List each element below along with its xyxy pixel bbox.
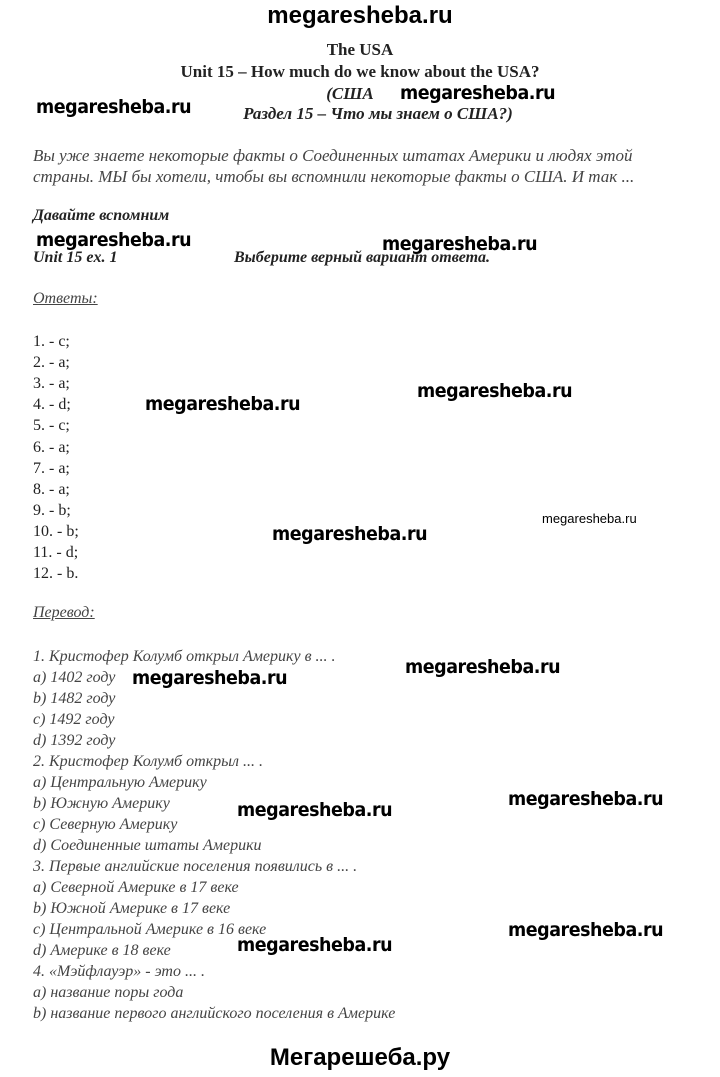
section-heading: Давайте вспомним <box>33 207 170 224</box>
answer-item: 6. - a; <box>33 438 70 456</box>
translation-line: d) Америке в 18 веке <box>33 942 171 959</box>
translation-line: 3. Первые английские поселения появились в ... . <box>33 858 358 875</box>
watermark: megaresheba.ru <box>132 667 288 689</box>
exercise-task: Выберите верный вариант ответа. <box>234 249 491 266</box>
watermark: megaresheba.ru <box>400 82 556 104</box>
answer-item: 5. - c; <box>33 417 70 435</box>
translation-line: a) название поры года <box>33 984 184 1001</box>
translation-title-line2: Раздел 15 – Что мы знаем о США?) <box>243 104 513 123</box>
translation-title-line1: (США <box>326 84 374 103</box>
translation-line: b) 1482 году <box>33 690 116 707</box>
watermark: megaresheba.ru <box>272 523 428 545</box>
answer-item: 3. - a; <box>33 375 70 393</box>
answers-heading: Ответы: <box>33 290 98 307</box>
watermark: megaresheba.ru <box>382 233 538 255</box>
watermark: megaresheba.ru <box>405 656 561 678</box>
answer-item: 7. - a; <box>33 459 70 477</box>
translation-line: b) Южной Америке в 17 веке <box>33 900 231 917</box>
answer-item: 11. - d; <box>33 544 79 561</box>
translation-heading: Перевод: <box>33 604 95 621</box>
watermark: megaresheba.ru <box>508 919 664 941</box>
watermark: megaresheba.ru <box>36 96 192 118</box>
answer-item: 4. - d; <box>33 396 71 414</box>
footer-site-name[interactable]: Мегарешеба.ру <box>269 1044 451 1071</box>
site-header[interactable]: megaresheba.ru <box>267 2 453 29</box>
translation-line: c) 1492 году <box>33 711 115 728</box>
translation-line: a) Северной Америке в 17 веке <box>33 879 239 896</box>
translation-line: c) Северную Америку <box>33 816 178 833</box>
answer-item: 1. - c; <box>33 333 70 350</box>
translation-line: 4. «Мэйфлауэр» - это ... . <box>33 963 205 980</box>
answer-item: 2. - a; <box>33 354 70 372</box>
intro-line: Вы уже знаете некоторые факты о Соединенных штатах Америки и людях этой <box>33 146 633 165</box>
watermark: megaresheba.ru <box>508 788 664 810</box>
watermark: megaresheba.ru <box>237 799 393 821</box>
watermark: megaresheba.ru <box>36 229 192 251</box>
watermark: megaresheba.ru <box>237 934 393 956</box>
translation-line: d) Соединенные штаты Америки <box>33 837 262 854</box>
watermark: megaresheba.ru <box>145 393 301 415</box>
answer-item: 8. - a; <box>33 480 70 498</box>
translation-line: d) 1392 году <box>33 732 116 749</box>
translation-line: a) 1402 году <box>33 669 116 686</box>
watermark: megaresheba.ru <box>417 380 573 402</box>
answer-item: 12. - b. <box>33 565 79 583</box>
intro-line: страны. МЫ бы хотели, чтобы вы вспомнили некоторые факты о США. И так ... <box>33 167 635 186</box>
translation-line: b) название первого английского поселения в Америке <box>33 1005 396 1022</box>
translation-line: 1. Кристофер Колумб открыл Америку в ... . <box>33 648 336 665</box>
document-title: The USA <box>326 40 394 59</box>
translation-line: b) Южную Америку <box>33 795 170 812</box>
translation-line: c) Центральной Америке в 16 веке <box>33 921 267 938</box>
watermark: megaresheba.ru <box>542 511 637 526</box>
exercise-label: Unit 15 ex. 1 <box>33 249 118 266</box>
translation-line: a) Центральную Америку <box>33 774 207 791</box>
answer-item: 9. - b; <box>33 501 71 519</box>
translation-line: 2. Кристофер Колумб открыл ... . <box>33 753 263 770</box>
unit-title: Unit 15 – How much do we know about the USA? <box>180 62 540 81</box>
answer-item: 10. - b; <box>33 522 79 540</box>
